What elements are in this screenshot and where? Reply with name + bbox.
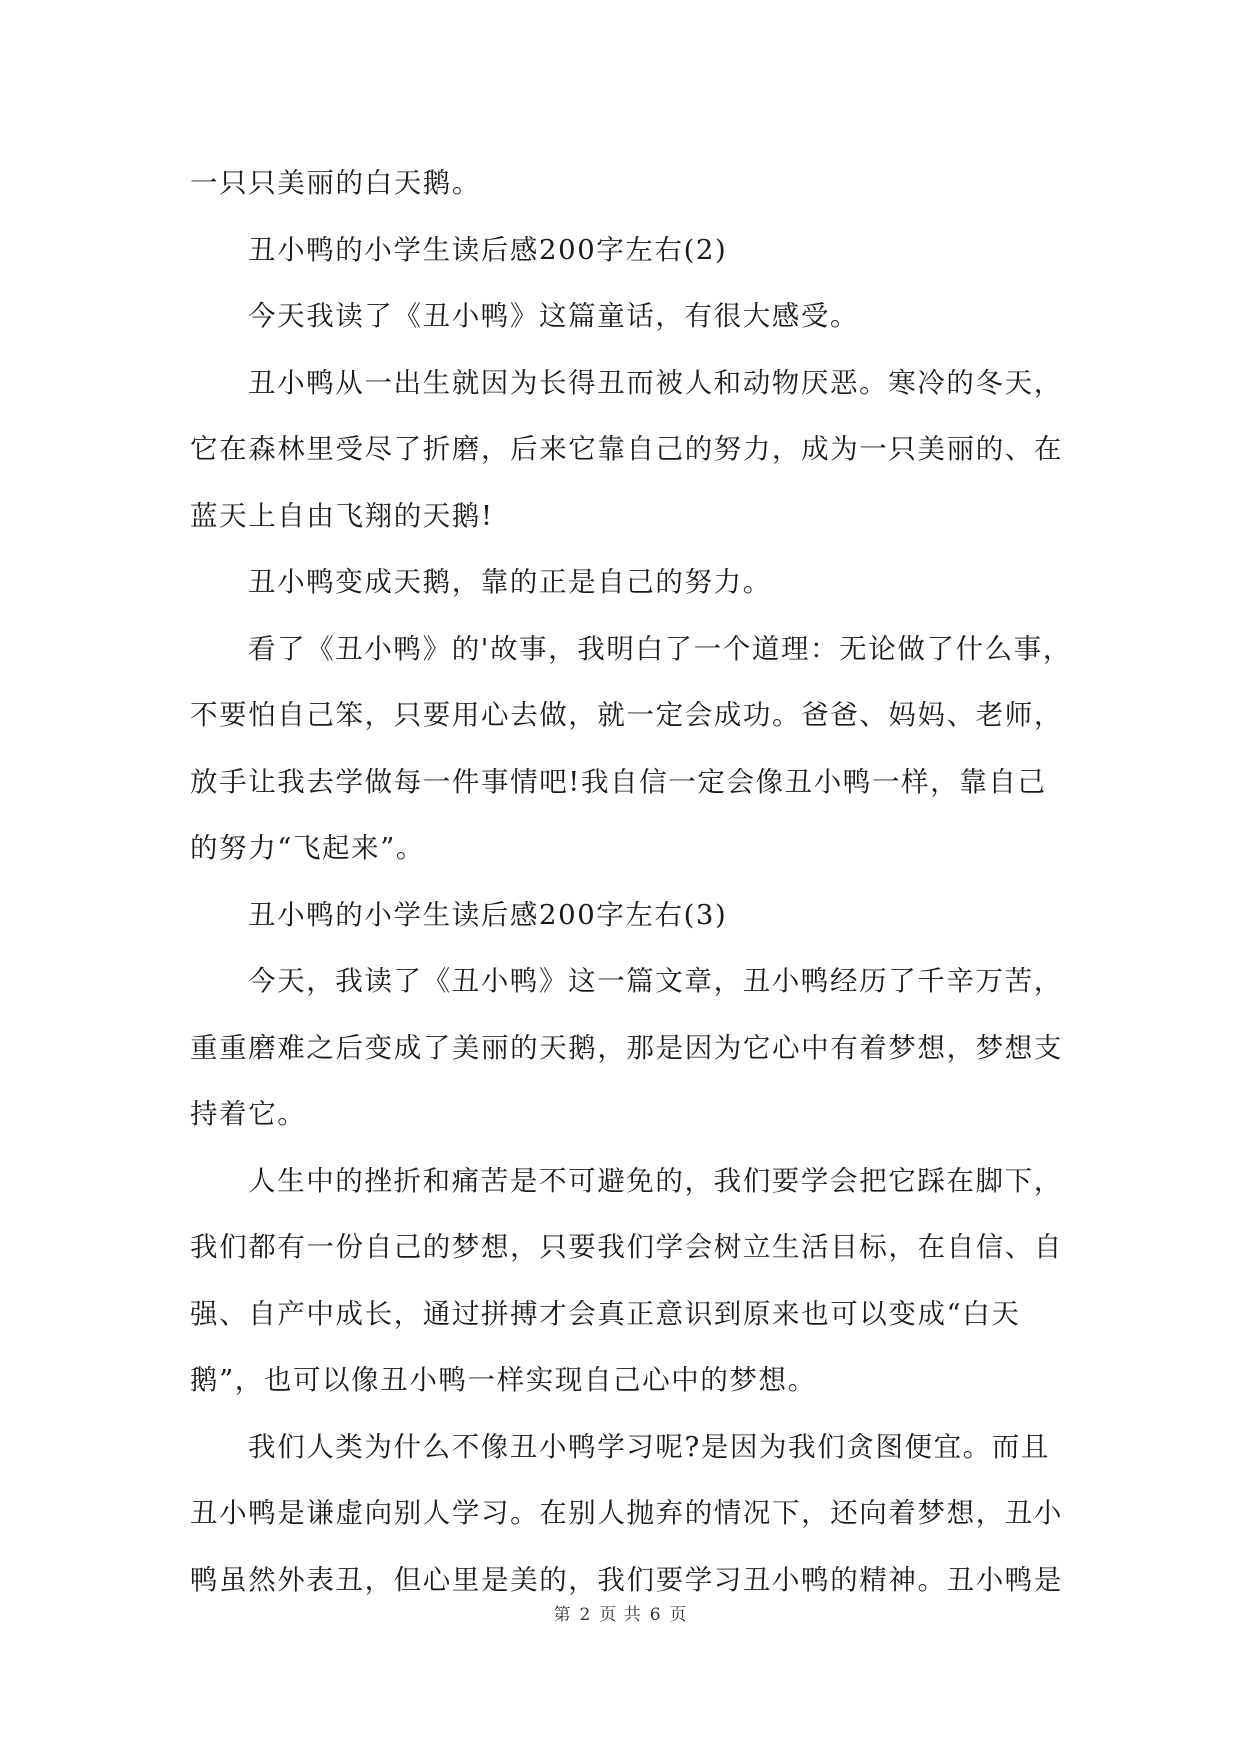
text-line: 我们都有一份自己的梦想，只要我们学会树立生活目标，在自信、自	[190, 1231, 1063, 1263]
text-line: 不要怕自己笨，只要用心去做，就一定会成功。爸爸、妈妈、老师，	[190, 699, 1063, 731]
text-line: 丑小鸭从一出生就因为长得丑而被人和动物厌恶。寒冷的冬天，	[248, 366, 1063, 399]
section-heading: 丑小鸭的小学生读后感200字左右(3)	[248, 898, 728, 931]
text-line: 强、自产中成长，通过拼搏才会真正意识到原来也可以变成“白天	[190, 1297, 1021, 1330]
current-page-number: 2	[579, 1605, 592, 1625]
footer-middle: 页 共	[599, 1605, 642, 1625]
text-line: 蓝天上自由飞翔的天鹅!	[190, 499, 494, 532]
text-line: 我们人类为什么不像丑小鸭学习呢?是因为我们贪图便宜。而且	[248, 1430, 1051, 1463]
section-heading: 丑小鸭的小学生读后感200字左右(2)	[248, 233, 728, 266]
page-footer	[0, 1603, 1241, 1627]
document-body	[190, 150, 1072, 1613]
text-line: 持着它。	[190, 1098, 307, 1130]
text-line: 今天，我读了《丑小鸭》这一篇文章，丑小鸭经历了千辛万苦，	[248, 965, 1063, 997]
text-line: 鹅”，也可以像丑小鸭一样实现自己心中的梦想。	[190, 1364, 817, 1396]
text-line: 看了《丑小鸭》的'故事，我明白了一个道理：无论做了什么事，	[248, 632, 1072, 665]
footer-suffix: 页	[669, 1605, 688, 1625]
text-line: 重重磨难之后变成了美丽的天鹅，那是因为它心中有着梦想，梦想支	[190, 1031, 1063, 1064]
text-line: 今天我读了《丑小鸭》这篇童话，有很大感受。	[248, 300, 860, 332]
text-line: 放手让我去学做每一件事情吧!我自信一定会像丑小鸭一样，靠自己	[190, 765, 1047, 798]
text-line: 丑小鸭是谦虚向别人学习。在别人抛弃的情况下，还向着梦想，丑小	[190, 1497, 1063, 1529]
text-line: 丑小鸭变成天鹅，靠的正是自己的努力。	[248, 566, 772, 598]
text-line: 它在森林里受尽了折磨，后来它靠自己的努力，成为一只美丽的、在	[190, 433, 1063, 465]
text-line: 一只只美丽的白天鹅。	[190, 167, 481, 199]
footer-prefix: 第	[553, 1605, 572, 1625]
total-pages-number: 6	[649, 1605, 662, 1625]
text-line: 的努力“飞起来”。	[190, 832, 426, 864]
text-line: 鸭虽然外表丑，但心里是美的，我们要学习丑小鸭的精神。丑小鸭是	[190, 1563, 1063, 1596]
text-line: 人生中的挫折和痛苦是不可避免的，我们要学会把它踩在脚下，	[248, 1164, 1063, 1197]
